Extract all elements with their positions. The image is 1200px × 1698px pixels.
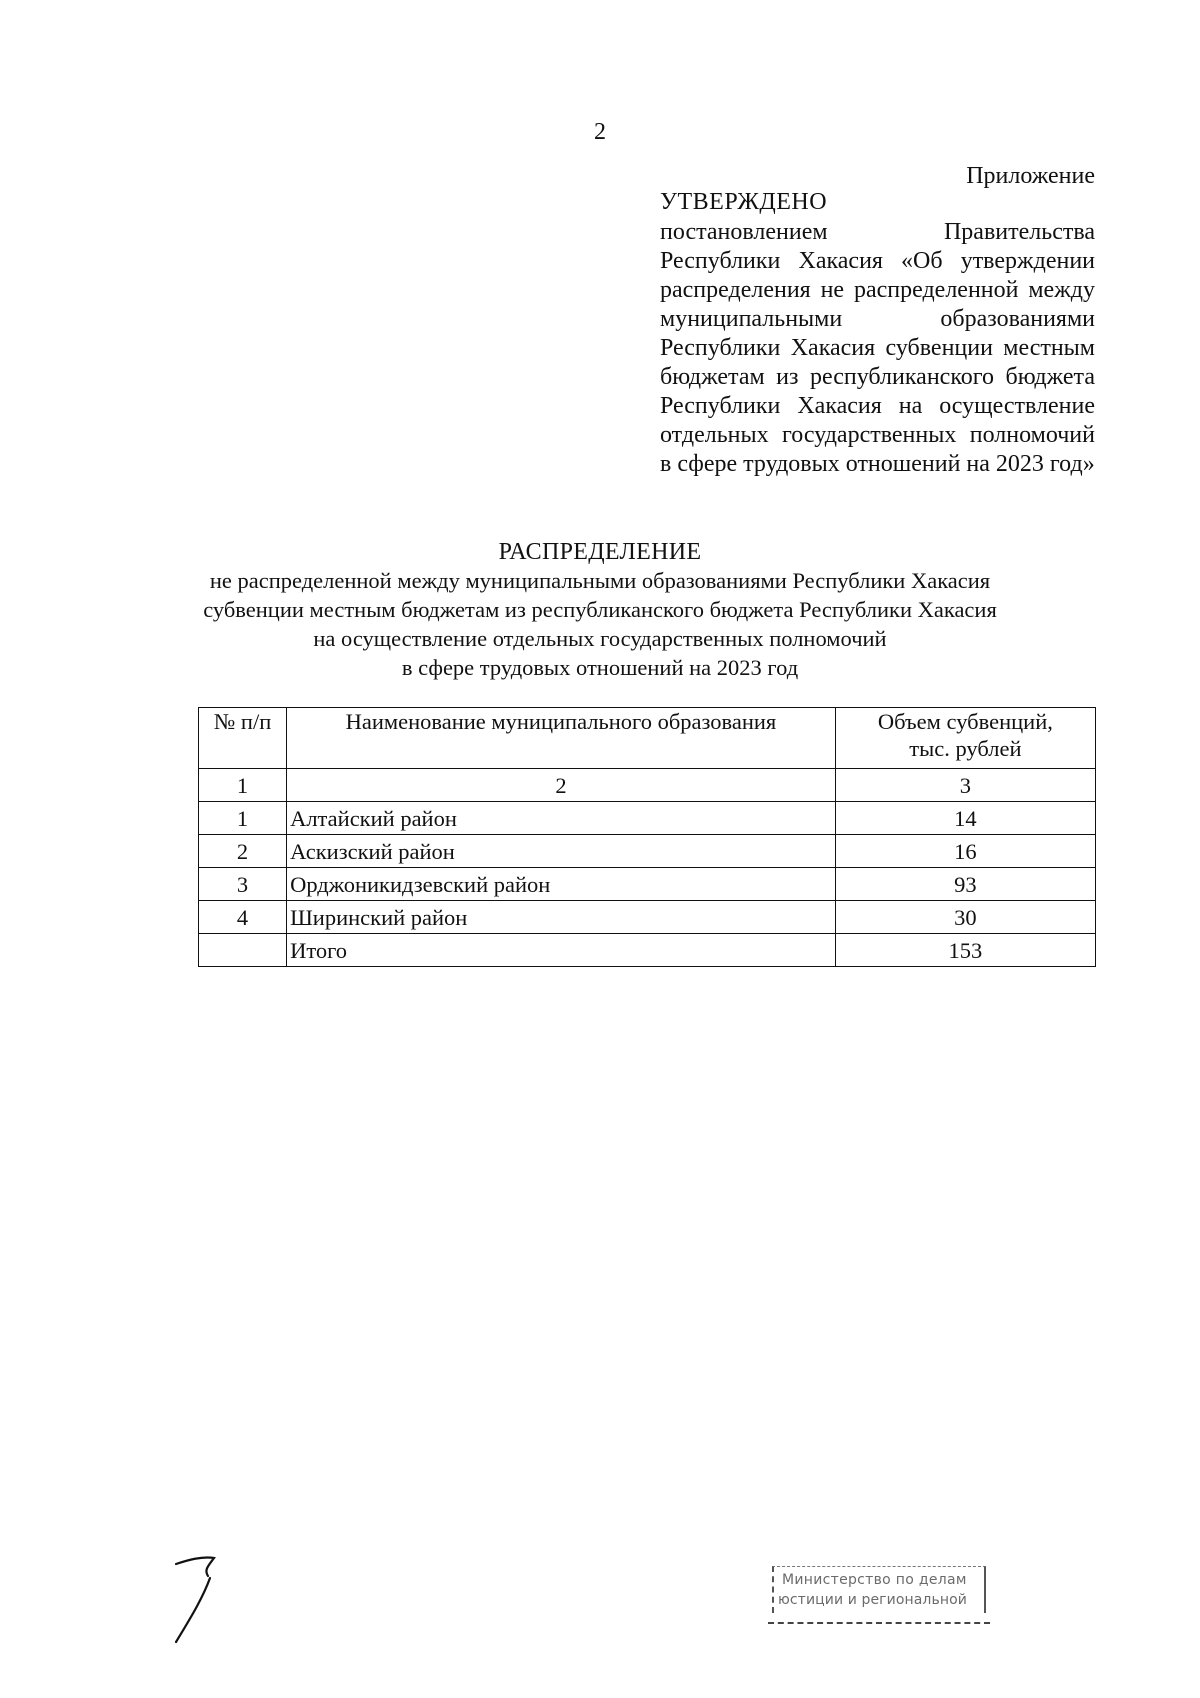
header-amount [835,708,1095,769]
row-num: 3 [199,868,287,901]
total-amount: 153 [835,934,1095,967]
header-amount-line: тыс. рублей [909,736,1022,761]
row-name: Орджоникидзевский район [287,868,836,901]
row-num: 1 [199,802,287,835]
total-row [199,934,1096,967]
distribution-table [198,707,1096,967]
stamp-divider [768,1622,990,1624]
approval-block [660,188,1095,479]
column-index-cell: 3 [835,769,1095,802]
signature-stroke [176,1578,210,1642]
document-subtitle [160,566,1040,682]
registration-stamp [768,1560,990,1630]
table-row [199,901,1096,934]
row-amount: 14 [835,802,1095,835]
handwritten-signature [168,1550,238,1650]
subtitle-line: не распределенной между муниципальными образованиями Республики Хакасия [209,568,991,593]
header-num: № п/п [199,708,287,769]
approved-heading: УТВЕРЖДЕНО [660,189,828,215]
table-row [199,835,1096,868]
total-label: Итого [287,934,836,967]
table-row [199,802,1096,835]
column-index-cell: 1 [199,769,287,802]
row-name: Алтайский район [287,802,836,835]
header-amount-line: Объем субвенций, [877,709,1053,734]
table-row [199,868,1096,901]
subtitle-line: субвенции местным бюджетам из республиканского бюджета Республики Хакасия [203,597,997,622]
row-amount: 30 [835,901,1095,934]
document-title: РАСПРЕДЕЛЕНИЕ [498,539,702,565]
column-index-cell: 2 [287,769,836,802]
row-amount: 93 [835,868,1095,901]
subtitle-line: на осуществление отдельных государственных полномочий [313,626,887,651]
stamp-line: юстиции и региональной [778,1592,967,1608]
row-num: 2 [199,835,287,868]
table-header-row [199,708,1096,769]
appendix-label: Приложение [966,163,1095,189]
approval-text: постановлением Правительства Республики Хакасия «Об утверждении распределения не распределенной между муниципальными образованиями Республики Хакасия субвенции местным бюджетам из республиканского бюджета Республики Хакасия на осуществление отдельных государственных полномочий в сфере трудовых отношений на 2023 год» [660,219,1095,477]
row-name: Ширинский район [287,901,836,934]
signature-stroke [176,1557,214,1576]
stamp-line: Министерство по делам [782,1572,967,1588]
row-name: Аскизский район [287,835,836,868]
column-index-row [199,769,1096,802]
page-number: 2 [594,119,606,145]
row-num: 4 [199,901,287,934]
total-num [199,934,287,967]
row-amount: 16 [835,835,1095,868]
header-name: Наименование муниципального образования [287,708,836,769]
subtitle-line: в сфере трудовых отношений на 2023 год [401,655,799,680]
